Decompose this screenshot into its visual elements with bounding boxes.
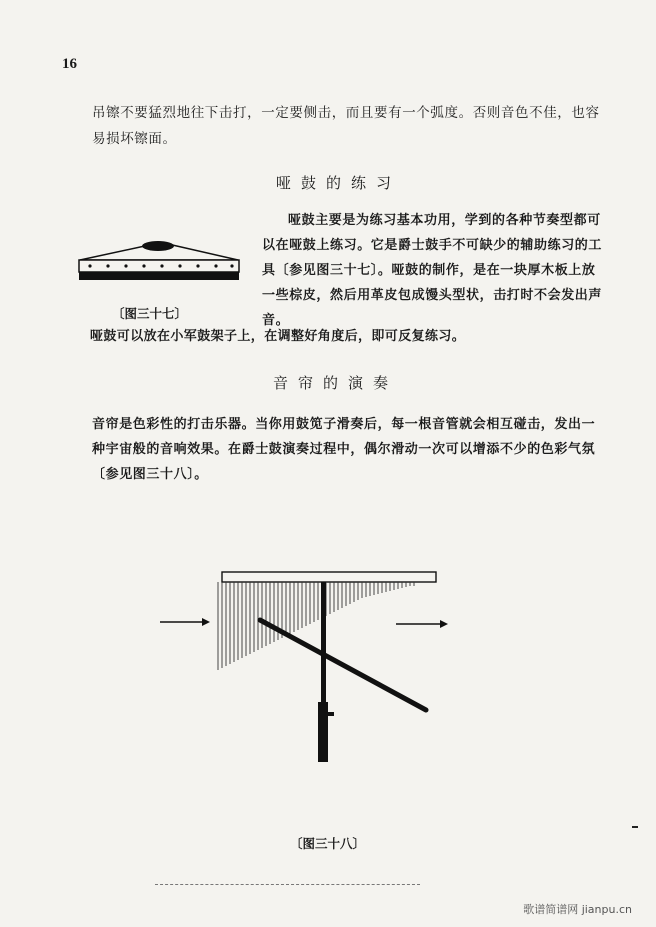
page-number: 16 [62,56,77,72]
section1-tail: 哑鼓可以放在小军鼓架子上，在调整好角度后，即可反复练习。 [90,329,466,344]
bottom-rule [155,884,420,886]
intro-paragraph: 吊镲不要猛烈地往下击打，一定要侧击，而且要有一个弧度。否则音色不佳，也容易损坏镲面。 [92,105,600,147]
practice-pad-figure [76,238,242,284]
mark-tree-figure [150,560,460,770]
section1-paragraph: 哑鼓主要是为练习基本功用，学到的各种节奏型都可以在哑鼓上练习。它是爵士鼓手不可缺少的辅助练习的工具〔参见图三十七〕。哑鼓的制作，是在一块厚木板上放一些棕皮，然后用革皮包成馒头型状，击打时不会发出声音。 [262,213,603,328]
section1-heading: 哑鼓的练习 [276,174,402,192]
section2-heading: 音帘的演奏 [273,374,399,392]
stray-mark [632,826,638,828]
figure-38-caption: 〔图三十八〕 [290,836,366,851]
figure-37-caption: 〔图三十七〕 [112,306,188,321]
section2-paragraph: 音帘是色彩性的打击乐器。当你用鼓笕子滑奏后，每一根音管就会相互碰击，发出一种宇宙般的音响效果。在爵士鼓演奏过程中，偶尔滑动一次可以增添不少的色彩气氛〔参见图三十八〕。 [92,417,596,482]
watermark: 歌谱简谱网 jianpu.cn [523,903,632,916]
